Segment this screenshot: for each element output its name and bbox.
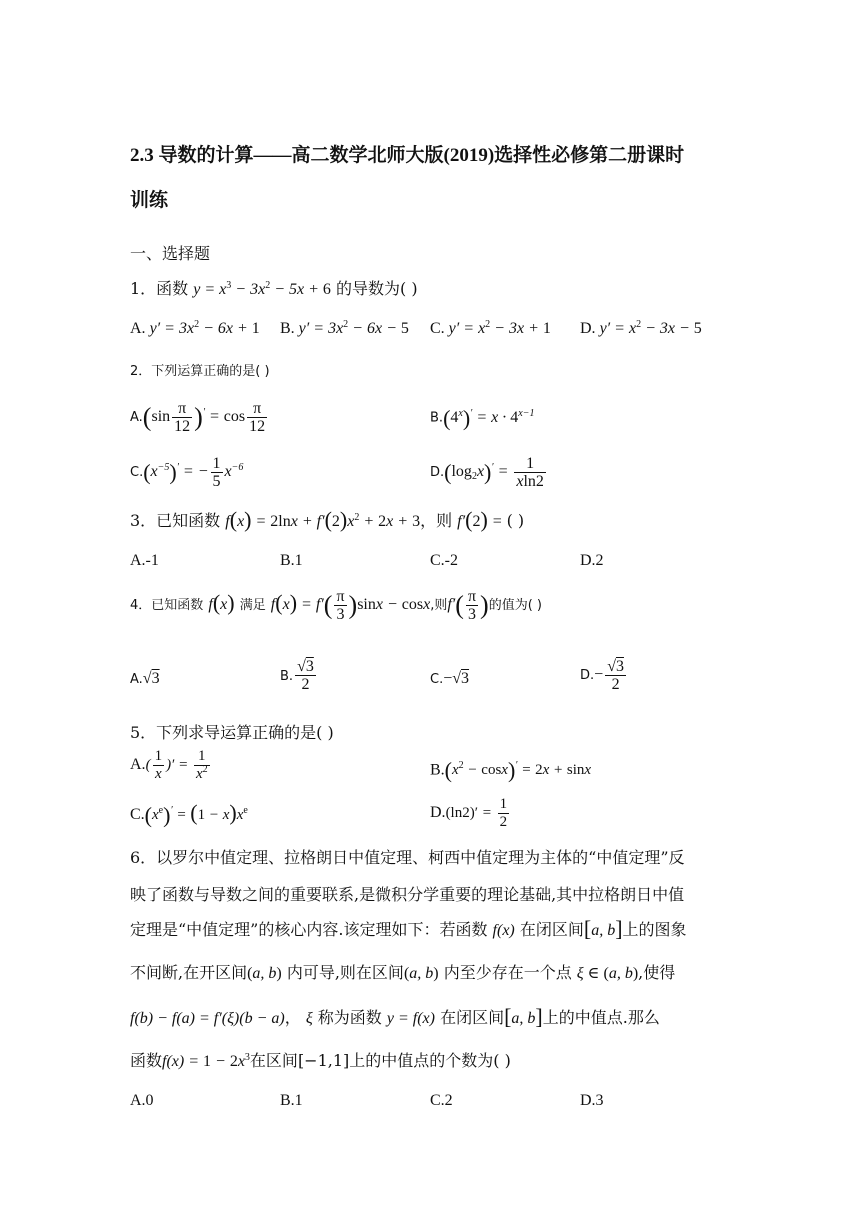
question-5-stem: 5．下列求导运算正确的是( ): [130, 723, 334, 742]
q3-option-a[interactable]: A.-1: [130, 552, 159, 569]
q3-option-d[interactable]: D.2: [580, 552, 604, 569]
q2-option-b[interactable]: $B.(4^x)' = x \cdot 4^{x-1}$: [430, 405, 535, 430]
q4-option-c[interactable]: C.−√3: [430, 670, 470, 687]
q6-line3: 定理是“中值定理”的核心内容.该定理如下：若函数 f(x) 在闭区间[a, b]上的图象: [130, 916, 687, 941]
q4-option-d[interactable]: D.− $\frac{√3}{2}$: [580, 658, 624, 693]
question-2-stem: 2．下列运算正确的是( ): [130, 364, 270, 379]
q1-option-a[interactable]: A. $y' = 3x^2 - 6x + 1$: [130, 319, 260, 337]
question-4-stem: 4．已知函数 f(x) 满足 f(x) = f′( $\frac{\pi}{3}$ )sinx − cosx,则f′( $\frac{\pi}{3}$ )的值为( ): [130, 588, 542, 623]
q6-option-c[interactable]: C.2: [430, 1092, 453, 1109]
q5-option-c[interactable]: $C.(x^e)' = (1 - x)x^e$: [130, 800, 248, 828]
q5-option-b[interactable]: $B.(x^2 - \cos x)' = 2x + \sin x$: [430, 758, 592, 783]
q6-option-d[interactable]: D.3: [580, 1092, 604, 1109]
question-1-stem: 1．函数 $y = x^3 - 3x^2 - 5x + 6$ 的导数为( ): [130, 279, 418, 298]
q5-option-a[interactable]: A.( $\frac{1}{x}$ )′ = $\frac{1}{x^2}$: [130, 748, 208, 782]
q2-option-a[interactable]: A.(sin $\frac{\pi}{12}$ )′ = cos $\frac{\pi}{12}$: [130, 400, 266, 435]
q4-option-b[interactable]: B. $\frac{√3}{2}$: [280, 658, 314, 693]
q6-line2: 映了函数与导数之间的重要联系,是微积分学重要的理论基础,其中拉格朗日中值: [130, 885, 685, 904]
q1-formula: $y = x^3 - 3x^2 - 5x + 6$: [193, 280, 331, 298]
q6-line6: 函数$f(x) = 1 - 2x^3$在区间[−1,1]上的中值点的个数为( ): [130, 1051, 511, 1070]
q6-line5: f(b) − f(a) = f′(ξ)(b − a)， ξ 称为函数 y = f(x) 在闭区间[a, b]上的中值点.那么: [130, 1004, 660, 1029]
q4-option-a[interactable]: A.√3: [130, 670, 160, 687]
q2-option-d[interactable]: $D.(\log_2x)'$ = $\frac{1}{xln2}$: [430, 455, 544, 490]
q3-option-c[interactable]: C.-2: [430, 552, 458, 569]
q6-line4: 不间断,在开区间(a, b) 内可导,则在区间(a, b) 内至少存在一个点 ξ ∈ (a, b),使得: [130, 963, 676, 982]
section-heading: 一、选择题: [130, 244, 211, 263]
q1-option-c[interactable]: C. $y' = x^2 - 3x + 1$: [430, 319, 551, 337]
q1-option-b[interactable]: B. $y' = 3x^2 - 6x - 5$: [280, 319, 409, 337]
q6-line1: 6．以罗尔中值定理、拉格朗日中值定理、柯西中值定理为主体的“中值定理”反: [130, 848, 685, 867]
q5-option-d[interactable]: D.(ln2)′ = $\frac{1}{2}$: [430, 796, 508, 830]
question-3-stem: 3．已知函数 $f(x) = 2\ln x + f'(2)x^2 + 2x + 3$，则 f′(2) = ( ): [130, 507, 525, 532]
q2-option-c[interactable]: $C.(x^{-5})'$ = − $\frac{1}{5}$ $x^{-6}$: [130, 455, 244, 490]
q6-option-b[interactable]: B.1: [280, 1092, 303, 1109]
doc-title-line2: 训练: [130, 190, 169, 211]
q6-option-a[interactable]: A.0: [130, 1092, 154, 1109]
doc-title-line1: 2.3 导数的计算——高二数学北师大版(2019)选择性必修第二册课时: [130, 145, 685, 166]
q1-option-d[interactable]: D. $y' = x^2 - 3x - 5$: [580, 319, 702, 337]
q3-option-b[interactable]: B.1: [280, 552, 303, 569]
